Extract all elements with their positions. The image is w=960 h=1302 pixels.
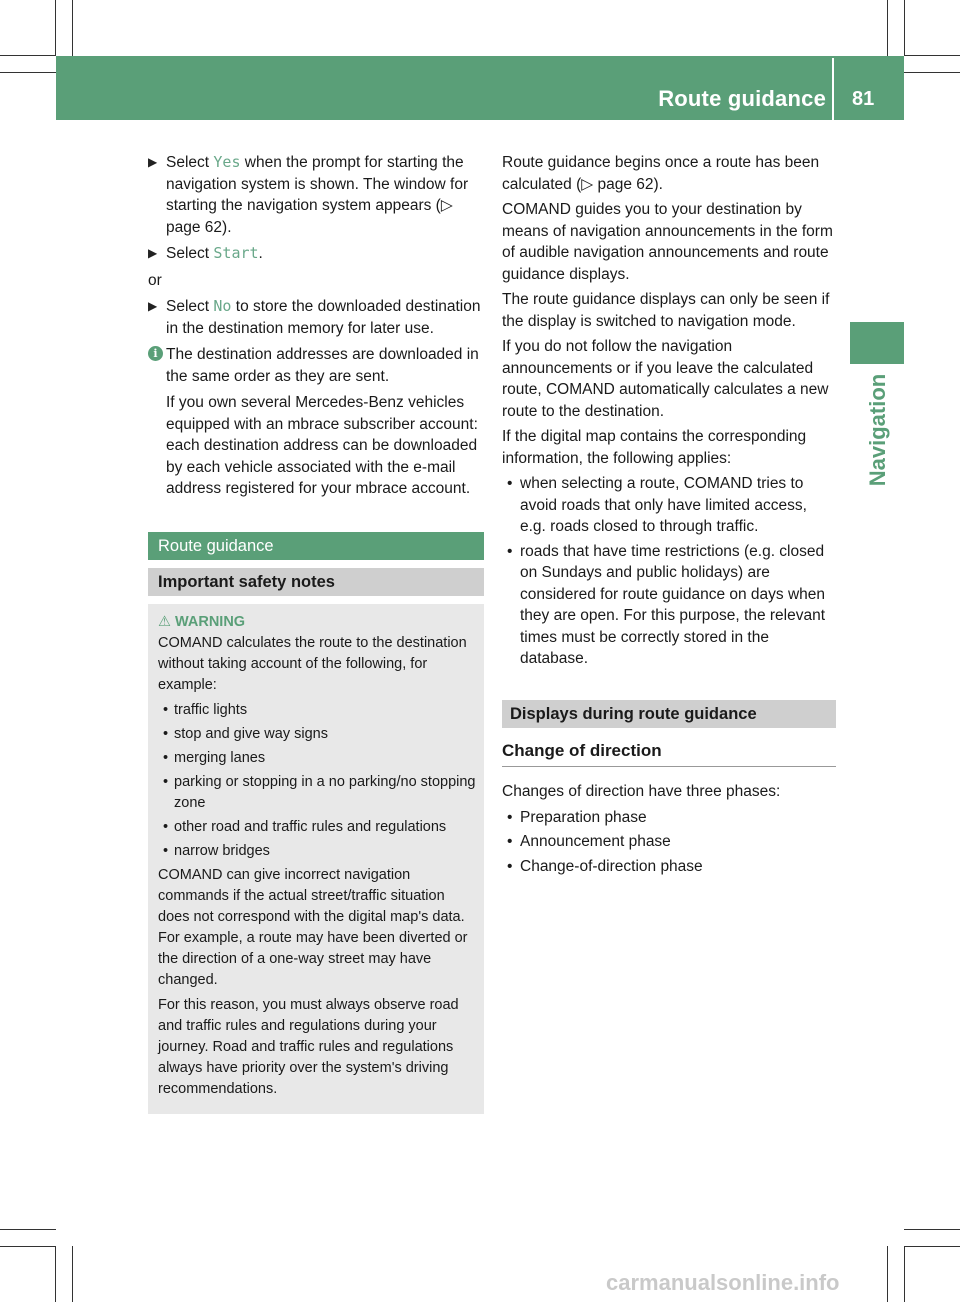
body-paragraph: If you do not follow the navigation announcements or if you leave the calculated route, COMAND automatically calculates a new route to the destination. [502, 338, 829, 420]
subsection-heading: Displays during route guidance [502, 700, 836, 728]
crop-mark [55, 0, 56, 56]
list-item: • narrow bridges [158, 841, 476, 862]
warning-intro: COMAND calculates the route to the destination without taking account of the following, for example: [158, 634, 467, 693]
page-number: 81 [852, 88, 875, 110]
list-item: • parking or stopping in a no parking/no stopping zone [158, 772, 476, 814]
crop-mark [904, 72, 960, 73]
header-divider [832, 58, 834, 120]
warning-paragraph: For this reason, you must always observe road and traffic rules and regulations during your journey. Road and traffic rules and regulations always have priority over the system's driving recommendations. [158, 996, 459, 1097]
chapter-tab [850, 322, 904, 364]
instruction-step: ▶ Select Start. [148, 243, 484, 265]
list-item: • Announcement phase [502, 831, 836, 853]
list-item: • Preparation phase [502, 807, 836, 829]
crop-mark [55, 1246, 56, 1302]
crop-mark [0, 1246, 56, 1247]
list-item: • roads that have time restrictions (e.g. closed on Sundays and public holidays) are considered for route guidance on days when they are open. For this purpose, the relevant times must be correctly stored in the database. [502, 541, 836, 670]
info-icon: i [148, 346, 163, 361]
crop-mark [887, 1246, 888, 1302]
crop-mark [904, 1246, 960, 1247]
crop-mark [904, 0, 905, 56]
crop-mark [72, 1246, 73, 1302]
list-item: • when selecting a route, COMAND tries to avoid roads that only have limited access, e.g. roads closed to through traffic. [502, 473, 836, 538]
list-item: • traffic lights [158, 700, 476, 721]
crop-mark [904, 1229, 960, 1230]
crop-mark [887, 0, 888, 56]
crop-mark [0, 72, 56, 73]
step-arrow-icon: ▶ [148, 246, 158, 260]
step-arrow-icon: ▶ [148, 155, 158, 169]
right-column [502, 152, 836, 880]
body-paragraph: The route guidance displays can only be seen if the display is switched to navigation mode. [502, 291, 830, 330]
list-item: • other road and traffic rules and regulations [158, 817, 476, 838]
softkey-label: Start [213, 244, 259, 262]
crop-mark [72, 0, 73, 56]
instruction-step: ▶ Select Yes when the prompt for starting the navigation system is shown. The window for starting the navigation system appears (▷ page 62). [148, 153, 469, 236]
chapter-label: Navigation [865, 373, 890, 487]
crop-mark [0, 1229, 56, 1230]
page-title: Route guidance [658, 86, 826, 111]
section-heading: Route guidance [148, 532, 484, 560]
body-paragraph: Route guidance begins once a route has been calculated (▷ page 62). [502, 154, 820, 193]
body-paragraph: COMAND guides you to your destination by means of navigation announcements in the form of audible navigation announcements and route guidance displays. [502, 201, 833, 283]
or-text: or [148, 271, 162, 289]
softkey-label: No [213, 297, 232, 315]
crop-mark [904, 55, 960, 56]
warning-paragraph: COMAND can give incorrect navigation commands if the actual street/traffic situation does not correspond with the digital map's data. For example, a route may have been diverted or the direction of a one-way street may have changed. [158, 866, 468, 988]
list-item: • merging lanes [158, 748, 476, 769]
softkey-label: Yes [213, 153, 241, 171]
subsection-heading: Important safety notes [148, 568, 484, 596]
watermark: carmanualsonline.info [606, 1270, 840, 1295]
step-arrow-icon: ▶ [148, 299, 158, 313]
body-paragraph: If the digital map contains the corresponding information, the following applies: [502, 428, 807, 467]
warning-heading: ⚠ WARNING [158, 613, 246, 630]
warning-box [148, 604, 484, 1114]
warning-triangle-icon: ⚠ [158, 613, 171, 630]
crop-mark [0, 55, 56, 56]
topic-heading: Change of direction [502, 740, 836, 768]
list-item: • stop and give way signs [158, 724, 476, 745]
list-item: • Change-of-direction phase [502, 856, 836, 878]
crop-mark [904, 1246, 905, 1302]
instruction-step: ▶ Select No to store the downloaded destination in the destination memory for later use. [148, 297, 481, 337]
left-column [148, 152, 484, 1114]
body-paragraph: Changes of direction have three phases: [502, 783, 781, 800]
info-note: i The destination addresses are downloaded in the same order as they are sent. If you own several Mercedes-Benz vehicles equipped with an mbrace subscriber account: each destination address can be downloaded by each vehicle associated with the e-mail address registered for your mbrace account. [148, 344, 484, 500]
